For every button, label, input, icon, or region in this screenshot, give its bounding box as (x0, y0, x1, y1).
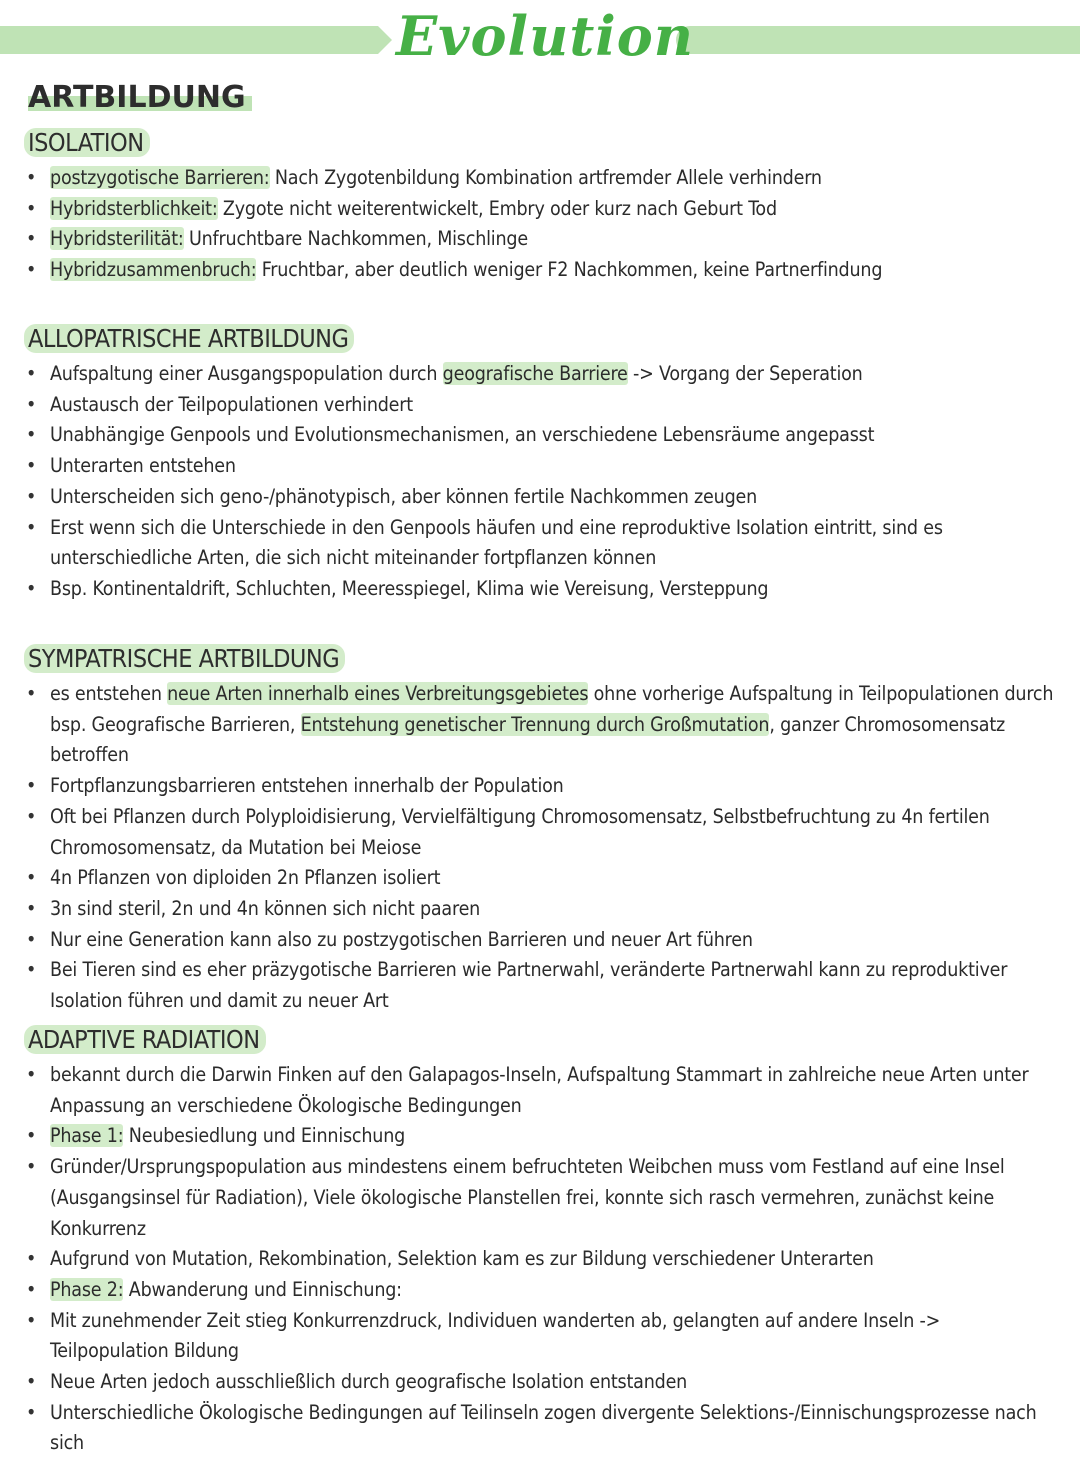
list-item: • Oft bei Pflanzen durch Polyploidisierung, Vervielfältigung Chromosomensatz, Selbstbefruchtung zu 4n fertilen Chromosomensatz, da Mutation bei Meiose (24, 802, 1064, 863)
term-highlight: postzygotische Barrieren: (50, 166, 270, 189)
item-text: Unfruchtbare Nachkommen, Mischlinge (183, 227, 528, 251)
list-item (24, 255, 1064, 286)
term-highlight: Hybridsterilität: (50, 227, 184, 251)
section-title-allopatric: ALLOPATRISCHE ARTBILDUNG (24, 324, 354, 353)
isolation-list (24, 163, 1064, 286)
list-item: • Unabhängige Genpools und Evolutionsmechanismen, an verschiedene Lebensräume angepasst (24, 420, 1064, 451)
list-item: • Mit zunehmender Zeit stieg Konkurrenzdruck, Individuen wanderten ab, gelangten auf andere Inseln -> Teilpopulation Bildung (24, 1306, 1064, 1367)
main-heading-text: ARTBILDUNG (28, 80, 252, 115)
item-text: Nach Zygotenbildung Kombination artfremder Allele verhindern (269, 166, 822, 189)
page-title: Evolution (396, 4, 695, 68)
list-item (24, 359, 1064, 390)
item-text: Neubesiedlung und Einnischung (123, 1124, 406, 1148)
list-item: • Aufgrund von Mutation, Rekombination, Selektion kam es zur Bildung verschiedener Unterarten (24, 1244, 1064, 1275)
item-text: , ganzer Chromosomensatz betroffen (50, 712, 1006, 767)
list-item: • Bsp. Kontinentaldrift, Schluchten, Meeresspiegel, Klima wie Vereisung, Versteppung (24, 574, 1064, 605)
title-banner (0, 4, 1080, 68)
item-text: -> Vorgang der Seperation (627, 362, 863, 385)
sympatric-list (24, 679, 1064, 1017)
list-item: • 3n sind steril, 2n und 4n können sich nicht paaren (24, 894, 1064, 925)
item-text: Fruchtbar, aber deutlich weniger F2 Nachkommen, keine Partnerfindung (256, 258, 883, 282)
list-item (24, 1121, 1064, 1152)
list-item: • Unterscheiden sich geno-/phänotypisch, aber können fertile Nachkommen zeugen (24, 482, 1064, 513)
banner-stripe-right (676, 26, 1080, 54)
term-highlight: Phase 2: (50, 1277, 124, 1301)
main-heading (28, 80, 252, 115)
list-item: • Erst wenn sich die Unterschiede in den Genpools häufen und eine reproduktive Isolation eintritt, sind es unterschiedliche Arten, die sich nicht miteinander fortpflanzen können (24, 513, 1064, 574)
term-highlight: neue Arten innerhalb eines Verbreitungsgebietes (167, 682, 589, 705)
term-highlight: Hybridzusammenbruch: (50, 258, 257, 282)
item-text: ohne vorherige Aufspaltung in Teilpopulationen durch bsp. Geografische Barrieren, (50, 682, 1054, 736)
item-text: Zygote nicht weiterentwickelt, Embry oder kurz nach Geburt Tod (217, 196, 777, 220)
section-title-isolation: ISOLATION (24, 128, 150, 157)
list-item (24, 224, 1064, 255)
section-allopatric (24, 324, 1064, 605)
list-item: • Bei Tieren sind es eher präzygotische Barrieren wie Partnerwahl, veränderte Partnerwahl kann zu reproduktiver Isolation führen und damit zu neuer Art (24, 955, 1064, 1016)
section-sympatric (24, 644, 1064, 1017)
term-highlight: Hybridsterblichkeit: (50, 196, 218, 220)
list-item (24, 194, 1064, 225)
list-item (24, 1275, 1064, 1306)
term-highlight: Phase 1: (50, 1124, 124, 1148)
item-text: Abwanderung und Einnischung: (123, 1277, 402, 1301)
item-text: Aufspaltung einer Ausgangspopulation durch (50, 362, 443, 385)
section-title-sympatric: SYMPATRISCHE ARTBILDUNG (24, 644, 345, 673)
list-item: • Unterarten entstehen (24, 451, 1064, 482)
list-item (24, 679, 1064, 771)
list-item: • Neue Arten jedoch ausschließlich durch geografische Isolation entstanden (24, 1367, 1064, 1398)
list-item: • 4n Pflanzen von diploiden 2n Pflanzen isoliert (24, 863, 1064, 894)
banner-stripe-left (0, 26, 378, 54)
section-title-adaptive: ADAPTIVE RADIATION (24, 1025, 266, 1054)
term-highlight: geografische Barriere (442, 362, 628, 385)
item-text: es entstehen (50, 682, 168, 705)
section-isolation (24, 128, 1064, 286)
adaptive-list (24, 1060, 1064, 1459)
term-highlight: Entstehung genetischer Trennung durch Großmutation (300, 712, 770, 736)
section-adaptive-radiation (24, 1025, 1064, 1459)
list-item: • Gründer/Ursprungspopulation aus mindestens einem befruchteten Weibchen muss vom Festland auf eine Insel (Ausgangsinsel für Radiation), Viele ökologische Planstellen frei, konnte sich rasch vermehren, zunächst keine Konkurrenz (24, 1152, 1064, 1244)
list-item: • Unterschiedliche Ökologische Bedingungen auf Teilinseln zogen divergente Selektions-/Einnischungsprozesse nach sich (24, 1398, 1064, 1459)
allopatric-list (24, 359, 1064, 605)
list-item: • Nur eine Generation kann also zu postzygotischen Barrieren und neuer Art führen (24, 925, 1064, 956)
list-item: • Fortpflanzungsbarrieren entstehen innerhalb der Population (24, 771, 1064, 802)
list-item (24, 163, 1064, 194)
list-item: • Austausch der Teilpopulationen verhindert (24, 390, 1064, 421)
list-item: • bekannt durch die Darwin Finken auf den Galapagos-Inseln, Aufspaltung Stammart in zahlreiche neue Arten unter Anpassung an verschiedene Ökologische Bedingungen (24, 1060, 1064, 1121)
